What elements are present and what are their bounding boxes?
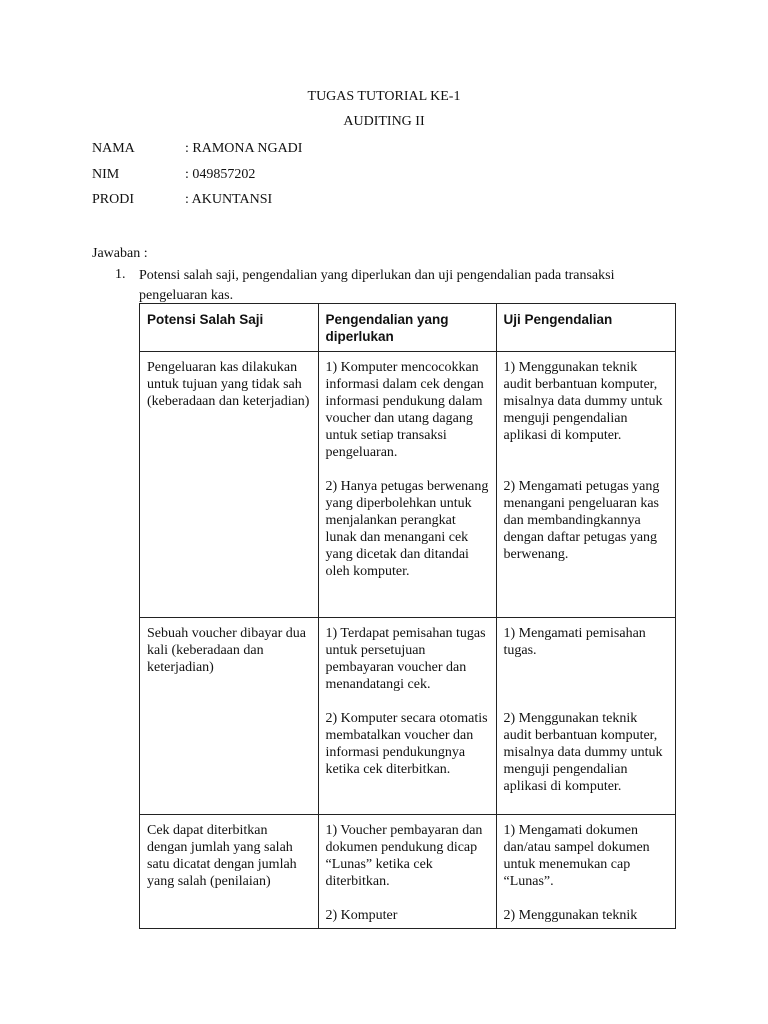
uji-item: 1) Menggunakan teknik audit berbantuan komputer, misalnya data dummy untuk menguji pengendalian aplikasi di komputer. bbox=[503, 360, 663, 443]
cell-uji bbox=[496, 618, 675, 815]
header-pengendalian: Pengendalian yang diperlukan bbox=[318, 304, 496, 352]
table-row bbox=[140, 618, 675, 815]
pengendalian-item: 2) Komputer bbox=[325, 908, 398, 923]
cell-potensi: Sebuah voucher dibayar dua kali (keberadaan dan keterjadian) bbox=[140, 618, 318, 815]
table-row bbox=[140, 352, 675, 618]
document-subtitle: AUDITING II bbox=[343, 114, 425, 129]
header-uji: Uji Pengendalian bbox=[496, 304, 675, 352]
info-value: : 049857202 bbox=[185, 167, 256, 182]
pengendalian-item: 2) Komputer secara otomatis membatalkan voucher dan informasi pendukungnya ketika cek diterbitkan. bbox=[325, 711, 488, 777]
question-number: 1. bbox=[115, 267, 126, 282]
info-label: NIM bbox=[92, 167, 120, 182]
cell-pengendalian bbox=[318, 352, 496, 618]
table-row bbox=[140, 815, 675, 930]
pengendalian-item: 1) Terdapat pemisahan tugas untuk persetujuan pembayaran voucher dan menandatangi cek. bbox=[325, 626, 486, 692]
header-potensi: Potensi Salah Saji bbox=[140, 304, 318, 352]
uji-item: 2) Menggunakan teknik bbox=[503, 908, 638, 923]
info-value: : AKUNTANSI bbox=[185, 192, 273, 207]
cell-potensi: Cek dapat diterbitkan dengan jumlah yang salah satu dicatat dengan jumlah yang salah (penilaian) bbox=[140, 815, 318, 930]
info-row-nim bbox=[92, 166, 592, 184]
cell-pengendalian bbox=[318, 618, 496, 815]
table-header-row bbox=[140, 304, 675, 352]
pengendalian-item: 1) Komputer mencocokkan informasi dalam cek dengan informasi pendukung dalam voucher dan utang dagang untuk setiap transaksi pengeluaran. bbox=[325, 360, 484, 460]
uji-item: 1) Mengamati dokumen dan/atau sampel dokumen untuk menemukan cap “Lunas”. bbox=[503, 823, 650, 889]
info-row-nama bbox=[92, 140, 592, 158]
uji-item: 2) Menggunakan teknik audit berbantuan komputer, misalnya data dummy untuk menguji pengendalian aplikasi di komputer. bbox=[503, 711, 663, 794]
info-row-prodi bbox=[92, 191, 592, 209]
control-table-container bbox=[139, 303, 676, 929]
question-text: Potensi salah saji, pengendalian yang diperlukan dan uji pengendalian pada transaksi pengeluaran kas. bbox=[139, 268, 615, 303]
cell-pengendalian bbox=[318, 815, 496, 930]
cell-uji bbox=[496, 815, 675, 930]
cell-uji bbox=[496, 352, 675, 618]
uji-item: 1) Mengamati pemisahan tugas. bbox=[503, 626, 646, 658]
pengendalian-item: 1) Voucher pembayaran dan dokumen pendukung dicap “Lunas” ketika cek diterbitkan. bbox=[325, 823, 483, 889]
answer-label: Jawaban : bbox=[92, 246, 148, 261]
info-value: : RAMONA NGADI bbox=[185, 141, 303, 156]
cell-potensi: Pengeluaran kas dilakukan untuk tujuan yang tidak sah (keberadaan dan keterjadian) bbox=[140, 352, 318, 618]
pengendalian-item: 2) Hanya petugas berwenang yang diperbolehkan untuk menjalankan perangkat lunak dan menangani cek yang dicetak dan ditandai oleh komputer. bbox=[325, 479, 489, 579]
uji-item: 2) Mengamati petugas yang menangani pengeluaran kas dan membandingkannya dengan daftar petugas yang berwenang. bbox=[503, 479, 660, 562]
control-table bbox=[140, 303, 675, 929]
document-title: TUGAS TUTORIAL KE-1 bbox=[307, 89, 461, 104]
info-label: NAMA bbox=[92, 141, 135, 156]
info-label: PRODI bbox=[92, 192, 135, 207]
